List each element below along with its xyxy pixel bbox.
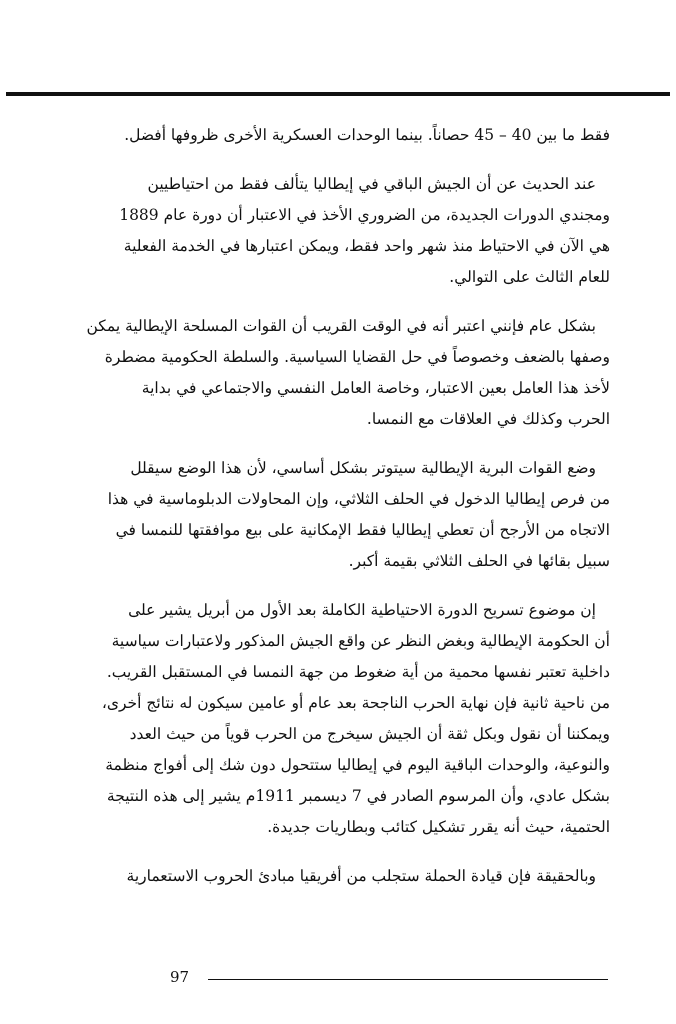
paragraph	[74, 169, 610, 293]
text-line: داخلية تعتبر نفسها محمية من أية ضغوط من جهة النمسا في المستقبل القريب.	[106, 663, 610, 681]
text-line: هي الآن في الاحتياط منذ شهر واحد فقط، ويمكن اعتبارها في الخدمة الفعلية	[123, 237, 610, 255]
paragraph	[74, 861, 610, 892]
text-line: والنوعية، والوحدات الباقية اليوم في إيطاليا ستتحول دون شك إلى أفواج منظمة	[105, 756, 610, 774]
header-rule	[6, 92, 670, 96]
text-line: ويمكننا أن نقول وبكل ثقة أن الجيش سيخرج من الحرب قوياً من حيث العدد	[129, 725, 610, 743]
text-line: من ناحية ثانية فإن نهاية الحرب الناجحة بعد عام أو عامين سيكون له نتائج أخرى،	[101, 694, 610, 712]
page-number: 97	[170, 968, 190, 986]
text-line: الاتجاه من الأرجح أن تعطي إيطاليا فقط الإمكانية على بيع موافقتها للنمسا في	[115, 521, 610, 539]
text-line: لأخذ هذا العامل بعين الاعتبار، وخاصة العامل النفسي والاجتماعي في بداية	[141, 379, 610, 397]
paragraph	[74, 311, 610, 435]
footer-rule	[208, 979, 608, 980]
text-line: وبالحقيقة فإن قيادة الحملة ستجلب من أفريقيا مبادئ الحروب الاستعمارية	[126, 867, 596, 885]
text-line: الحتمية، حيث أنه يقرر تشكيل كتائب وبطاريات جديدة.	[267, 818, 610, 836]
text-line: فقط ما بين 40 – 45 حصاناً. بينما الوحدات العسكرية الأخرى ظروفها أفضل.	[124, 126, 610, 144]
text-line: من فرص إيطاليا الدخول في الحلف الثلاثي، وإن المحاولات الدبلوماسية في هذا	[107, 490, 610, 508]
text-line: وصفها بالضعف وخصوصاً في حل القضايا السياسية. والسلطة الحكومية مضطرة	[104, 348, 610, 366]
page-footer	[170, 968, 610, 992]
text-line: وضع القوات البرية الإيطالية سيتوتر بشكل أساسي، لأن هذا الوضع سيقلل	[130, 459, 596, 477]
text-line: للعام الثالث على التوالي.	[449, 268, 610, 286]
text-line: إن موضوع تسريح الدورة الاحتياطية الكاملة بعد الأول من أبريل يشير على	[128, 601, 596, 619]
text-line: ومجندي الدورات الجديدة، من الضروري الأخذ في الاعتبار أن دورة عام 1889	[119, 206, 610, 224]
text-line: أن الحكومة الإيطالية وبغض النظر عن واقع الجيش المذكور ولاعتبارات سياسية	[111, 632, 610, 650]
paragraph	[74, 595, 610, 843]
text-line: سبيل بقائها في الحلف الثلاثي بقيمة أكبر.	[348, 552, 610, 570]
text-line: الحرب وكذلك في العلاقات مع النمسا.	[366, 410, 610, 428]
text-line: عند الحديث عن أن الجيش الباقي في إيطاليا يتألف فقط من احتياطيين	[147, 175, 596, 193]
paragraph	[74, 120, 610, 151]
text-line: بشكل عام فإنني اعتبر أنه في الوقت القريب أن القوات المسلحة الإيطالية يمكن	[86, 317, 596, 335]
text-body	[74, 120, 610, 910]
text-line: بشكل عادي، وأن المرسوم الصادر في 7 ديسمبر 1911م يشير إلى هذه النتيجة	[106, 787, 610, 805]
paragraph	[74, 453, 610, 577]
